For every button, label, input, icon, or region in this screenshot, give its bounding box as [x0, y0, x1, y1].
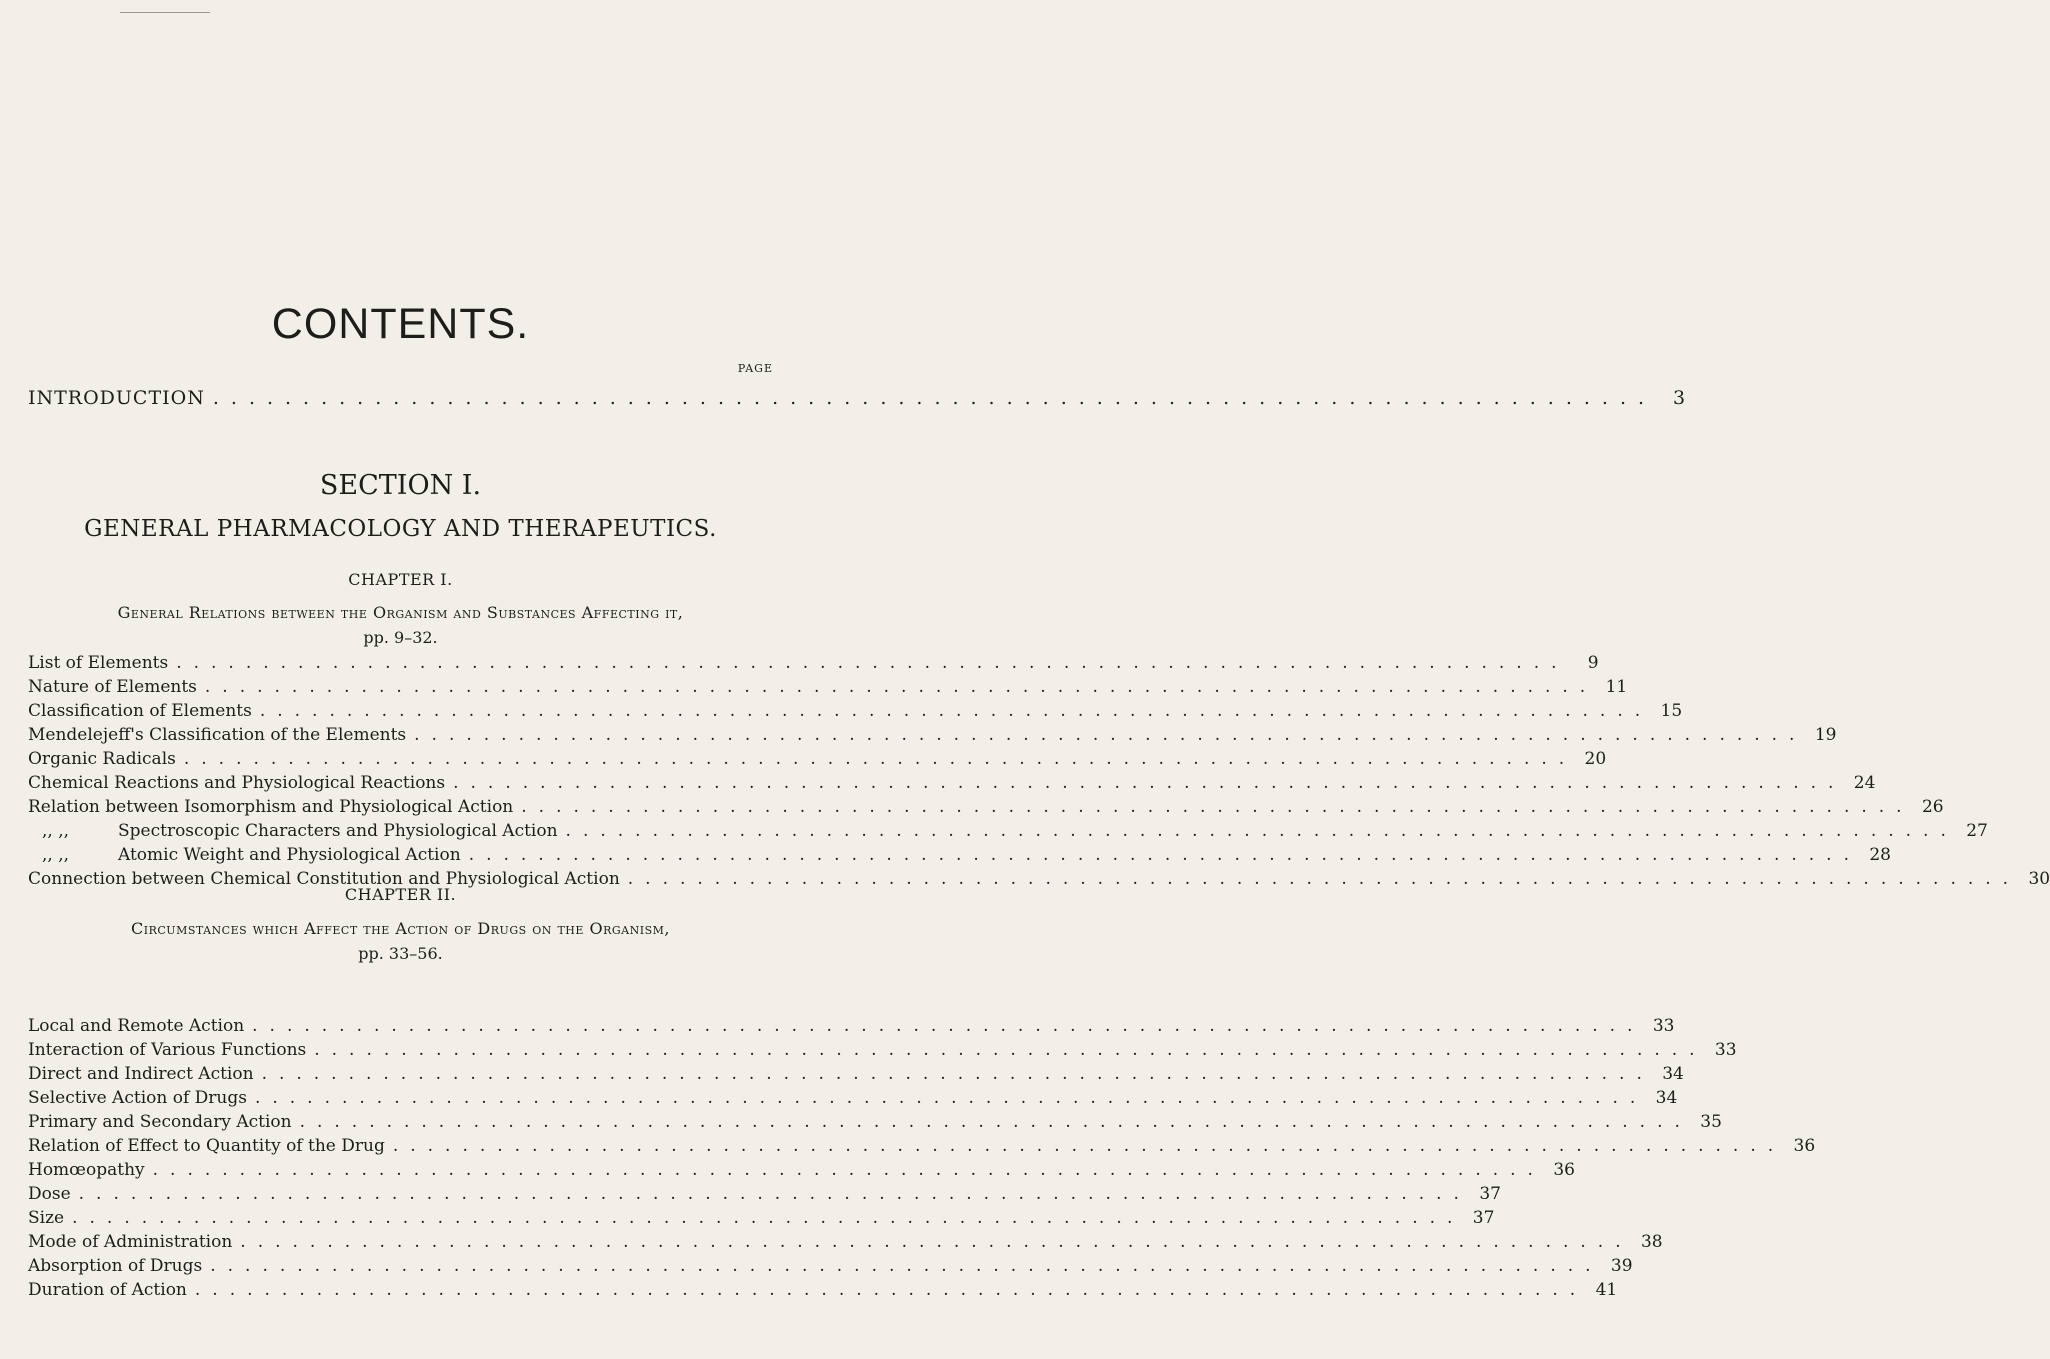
dot-leader: ................................................................................ — [299, 1112, 1692, 1132]
toc-entry-title — [28, 1184, 71, 1204]
ditto-mark: ,, ,, — [42, 821, 70, 841]
toc-entry-text: Atomic Weight and Physiological Action — [118, 845, 461, 865]
dot-leader: ................................................................................ — [210, 1256, 1603, 1276]
toc-entry-text: Nature of Elements — [28, 677, 197, 697]
dot-leader: ................................................................................ — [521, 797, 1914, 817]
chapter-2-entries — [28, 1016, 1816, 1304]
toc-entry-title — [28, 821, 558, 841]
toc-entry-page: 24 — [1853, 773, 1876, 793]
toc-entry-text: Absorption of Drugs — [28, 1256, 203, 1276]
toc-entry-text: Local and Remote Action — [28, 1016, 245, 1036]
toc-entry-text: Classification of Elements — [28, 701, 252, 721]
toc-entry[interactable] — [28, 749, 1607, 773]
dot-leader: ................................................................................ — [78, 1184, 1471, 1204]
toc-entry-page: 3 — [1672, 387, 1687, 409]
toc-entry-page: 38 — [1640, 1232, 1663, 1252]
page-title: CONTENTS. — [271, 300, 530, 348]
toc-entry-title — [28, 1280, 187, 1300]
toc-entry-title — [28, 797, 513, 817]
toc-entry-title — [28, 1064, 254, 1084]
dot-leader: ................................................................................ — [176, 653, 1569, 673]
toc-entry-page: 15 — [1660, 701, 1683, 721]
toc-entry-introduction[interactable] — [28, 387, 1687, 409]
toc-entry-text: Primary and Secondary Action — [28, 1112, 292, 1132]
toc-entry-title — [28, 725, 406, 745]
toc-entry[interactable] — [28, 1040, 1737, 1064]
toc-entry-text: Spectroscopic Characters and Physiological Action — [118, 821, 558, 841]
dot-leader: ................................................................................ — [72, 1208, 1465, 1228]
toc-entry[interactable] — [28, 773, 1876, 797]
toc-entry-title — [28, 749, 176, 769]
toc-entry-page: 9 — [1587, 653, 1599, 673]
chapter-1-pages: pp. 9–32. — [363, 628, 438, 647]
toc-entry-page: 34 — [1655, 1088, 1678, 1108]
toc-entry-text: Relation between Isomorphism and Physiological Action — [28, 797, 514, 817]
toc-entry[interactable] — [28, 1232, 1663, 1256]
chapter-1-entries — [28, 653, 2050, 893]
toc-entry-title — [28, 677, 197, 697]
toc-entry-title — [28, 653, 168, 673]
toc-entry-page: 33 — [1652, 1016, 1675, 1036]
chapter-1-description — [0, 600, 801, 650]
toc-entry[interactable] — [28, 1208, 1495, 1232]
toc-entry[interactable] — [28, 845, 1891, 869]
chapter-2-heading: CHAPTER II. — [344, 885, 457, 904]
toc-entry-title — [28, 1136, 385, 1156]
dot-leader: ................................................................................ — [468, 845, 1861, 865]
toc-entry-page: 36 — [1793, 1136, 1816, 1156]
dot-leader: ................................................................................ — [259, 701, 1653, 721]
toc-entry-text: Connection between Chemical Constitution and Physiological Action — [28, 869, 620, 889]
dot-leader: ................................................................................ — [204, 677, 1598, 697]
chapter-2-description — [0, 916, 801, 966]
toc-entry-text: Organic Radicals — [28, 749, 176, 769]
toc-entry-page: 30 — [2028, 869, 2050, 889]
toc-entry[interactable] — [28, 1064, 1684, 1088]
toc-entry-page: 27 — [1966, 821, 1988, 841]
toc-entry-text: Chemical Reactions and Physiological Reactions — [28, 773, 446, 793]
toc-entry-page: 37 — [1479, 1184, 1501, 1204]
toc-entry[interactable] — [28, 701, 1683, 725]
toc-entry-page: 26 — [1921, 797, 1944, 817]
toc-entry[interactable] — [28, 1088, 1678, 1112]
dot-leader: ................................................................................ — [453, 773, 1846, 793]
toc-entry-text: Duration of Action — [28, 1280, 187, 1300]
toc-entry-text: Direct and Indirect Action — [28, 1064, 254, 1084]
toc-entry-text: Selective Action of Drugs — [28, 1088, 247, 1108]
chapter-1-heading: CHAPTER I. — [348, 570, 453, 589]
dot-leader: ................................................................................ — [261, 1064, 1654, 1084]
toc-entry-text: Interaction of Various Functions — [28, 1040, 307, 1060]
dot-leader: ................................................................................ — [414, 725, 1807, 745]
dot-leader: ................................................................................ — [392, 1136, 1786, 1156]
toc-entry[interactable] — [28, 1256, 1633, 1280]
toc-entry-title — [28, 1040, 306, 1060]
toc-entry-title — [28, 1112, 292, 1132]
chapter-2-summary: Circumstances which Affect the Action of Drugs on the Organism, — [131, 919, 670, 938]
toc-entry-text: Size — [28, 1208, 65, 1228]
toc-entry[interactable] — [28, 1016, 1675, 1040]
toc-entry-text: Relation of Effect to Quantity of the Drug — [28, 1136, 385, 1156]
toc-entry[interactable] — [28, 797, 1944, 821]
toc-entry-text: Dose — [28, 1184, 71, 1204]
toc-entry-page: 19 — [1814, 725, 1837, 745]
toc-entry-title — [28, 701, 252, 721]
toc-entry-page: 41 — [1595, 1280, 1618, 1300]
toc-entry-text: List of Elements — [28, 653, 169, 673]
dot-leader: ................................................................................ — [314, 1040, 1707, 1060]
toc-entry-title — [28, 845, 461, 865]
toc-entry-page: 37 — [1472, 1208, 1495, 1228]
toc-entry-title — [28, 1160, 145, 1180]
toc-entry[interactable] — [28, 1112, 1722, 1136]
toc-entry[interactable] — [28, 1160, 1575, 1184]
toc-entry-text: Mode of Administration — [28, 1232, 233, 1252]
toc-entry-title — [28, 1208, 64, 1228]
toc-entry[interactable] — [28, 821, 1988, 845]
dot-leader: ................................................................................ — [194, 1280, 1588, 1300]
toc-entry-page: 20 — [1584, 749, 1607, 769]
dot-leader: ................................................................................ — [240, 1232, 1633, 1252]
toc-entry-page: 36 — [1553, 1160, 1575, 1180]
toc-entry-page: 28 — [1869, 845, 1891, 865]
toc-entry[interactable] — [28, 1184, 1501, 1208]
toc-entry-title: INTRODUCTION — [28, 387, 205, 409]
dot-leader: ................................................................................ — [212, 387, 1657, 409]
chapter-2-pages: pp. 33–56. — [358, 944, 443, 963]
toc-entry-page: 34 — [1662, 1064, 1684, 1084]
toc-entry[interactable] — [28, 653, 1599, 677]
dot-leader: ................................................................................ — [565, 821, 1958, 841]
toc-entry-title — [28, 1016, 244, 1036]
page-column-heading: PAGE — [737, 362, 773, 375]
dot-leader: ................................................................................ — [252, 1016, 1645, 1036]
dot-leader: ................................................................................ — [183, 749, 1577, 769]
ditto-mark: ,, ,, — [42, 845, 70, 865]
toc-entry[interactable] — [28, 677, 1628, 701]
toc-entry-page: 33 — [1714, 1040, 1737, 1060]
dot-leader: ................................................................................ — [152, 1160, 1545, 1180]
chapter-1-summary: General Relations between the Organism and Substances Affecting it, — [117, 603, 684, 622]
dot-leader: ................................................................................ — [627, 869, 2021, 889]
toc-entry-text: Homœopathy — [28, 1160, 145, 1180]
toc-entry-title — [28, 1232, 232, 1252]
toc-entry-page: 39 — [1610, 1256, 1633, 1276]
toc-entry-page: 11 — [1605, 677, 1628, 697]
toc-entry[interactable] — [28, 1280, 1618, 1304]
section-subtitle: GENERAL PHARMACOLOGY AND THERAPEUTICS. — [84, 516, 717, 542]
toc-entry[interactable] — [28, 1136, 1816, 1160]
toc-entry[interactable] — [28, 725, 1837, 749]
stray-mark — [120, 12, 210, 13]
toc-entry-page: 35 — [1700, 1112, 1722, 1132]
toc-entry-title — [28, 1088, 247, 1108]
toc-entry-title — [28, 1256, 202, 1276]
toc-entry-text: Mendelejeff's Classification of the Elements — [28, 725, 407, 745]
toc-entry-title — [28, 773, 445, 793]
dot-leader: ................................................................................ — [254, 1088, 1648, 1108]
section-title: SECTION I. — [319, 470, 482, 501]
